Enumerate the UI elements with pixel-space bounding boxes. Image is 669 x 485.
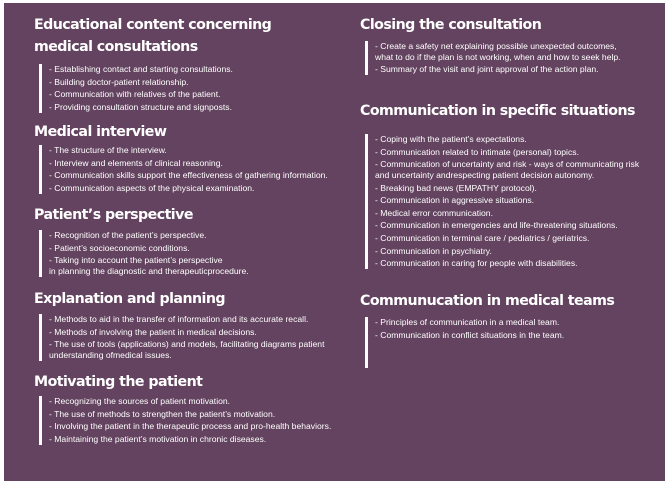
section-title: Patient’s perspective	[34, 207, 193, 223]
section-patients-perspective	[34, 204, 354, 279]
list-item: - Communication in emergencies and life-threatening situations.	[375, 220, 618, 231]
section-medical-interview	[34, 121, 354, 195]
section-title: Communucation in medical teams	[360, 293, 615, 309]
list-item: - Establishing contact and starting consultations.	[49, 64, 233, 74]
list-item: - Communication in psychiatry.	[375, 245, 492, 256]
list-item: - Communication related to intimate (personal) topics.	[375, 146, 579, 157]
section-items	[365, 317, 660, 368]
section-title: Communication in specific situations	[360, 103, 635, 119]
list-item: - Communication in aggressive situations.	[375, 195, 535, 206]
section-title: Educational content concerning medical consultations	[34, 17, 272, 55]
list-item: - Breaking bad news (EMPATHY protocol).	[375, 182, 537, 193]
section-items	[365, 134, 660, 269]
section-title: Motivating the patient	[34, 374, 203, 390]
list-item: - Create a safety net explaining possible unexpected outcomes, what to do if the plan is not working, when and how to seek help.	[375, 41, 621, 62]
list-item: - Coping with the patient’s expectations.	[375, 134, 527, 144]
list-item: - Communication with relatives of the patient.	[49, 89, 221, 100]
section-motivating	[34, 371, 354, 446]
section-explanation-planning	[34, 288, 354, 363]
list-item: - Communication skills support the effectiveness of gathering information.	[49, 170, 328, 181]
list-item: - Methods to aid in the transfer of information and its accurate recall.	[49, 314, 309, 324]
list-item: - The structure of the interview.	[49, 145, 167, 155]
curriculum-panel	[4, 3, 665, 481]
section-closing	[360, 14, 660, 77]
section-items	[39, 64, 354, 113]
section-items	[365, 41, 660, 75]
list-item: - The use of methods to strengthen the patient’s motivation.	[49, 408, 276, 419]
section-items	[39, 145, 354, 194]
list-item: - Involving the patient in the therapeutic process and pro-health behaviors.	[49, 421, 332, 432]
section-title: Closing the consultation	[360, 17, 542, 33]
list-item: - The use of tools (applications) and models, facilitating diagrams patient understanding ofmedical issues.	[49, 339, 325, 360]
list-item: - Patient’s socioeconomic conditions.	[49, 242, 190, 253]
list-item: - Communication in terminal care / pediatrics / geriatrics.	[375, 232, 590, 243]
list-item: - Summary of the visit and joint approval of the action plan.	[375, 64, 599, 75]
list-item: - Recognizing the sources of patient motivation.	[49, 396, 231, 406]
list-item: - Medical error communication.	[375, 207, 493, 218]
section-medical-teams	[360, 290, 660, 368]
list-item: - Maintaining the patient’s motivation in chronic diseases.	[49, 433, 267, 444]
section-educational	[34, 14, 354, 114]
list-item: - Principles of communication in a medical team.	[375, 317, 560, 327]
list-item: - Communication of uncertainty and risk - ways of communicating risk and uncertainty andrespecting patient decision autonomy.	[375, 159, 640, 180]
section-items	[39, 396, 354, 445]
list-item: - Recognition of the patient’s perspective.	[49, 230, 207, 240]
list-item: - Taking into account the patient’s perspective in planning the diagnostic and therapeuticprocedure.	[49, 255, 249, 276]
list-item: - Communication aspects of the physical examination.	[49, 182, 255, 193]
section-specific-situations	[360, 100, 660, 271]
list-item: - Building doctor-patient relationship.	[49, 76, 189, 87]
list-item: - Communication in caring for people with disabilities.	[375, 258, 578, 269]
list-item: - Communication in conflict situations in the team.	[375, 329, 565, 340]
list-item: - Interview and elements of clinical reasoning.	[49, 157, 223, 168]
list-item: - Providing consultation structure and signposts.	[49, 101, 232, 112]
section-items	[39, 230, 354, 277]
list-item: - Methods of involving the patient in medical decisions.	[49, 326, 257, 337]
section-title: Explanation and planning	[34, 291, 226, 307]
section-items	[39, 314, 354, 361]
section-title: Medical interview	[34, 124, 167, 140]
